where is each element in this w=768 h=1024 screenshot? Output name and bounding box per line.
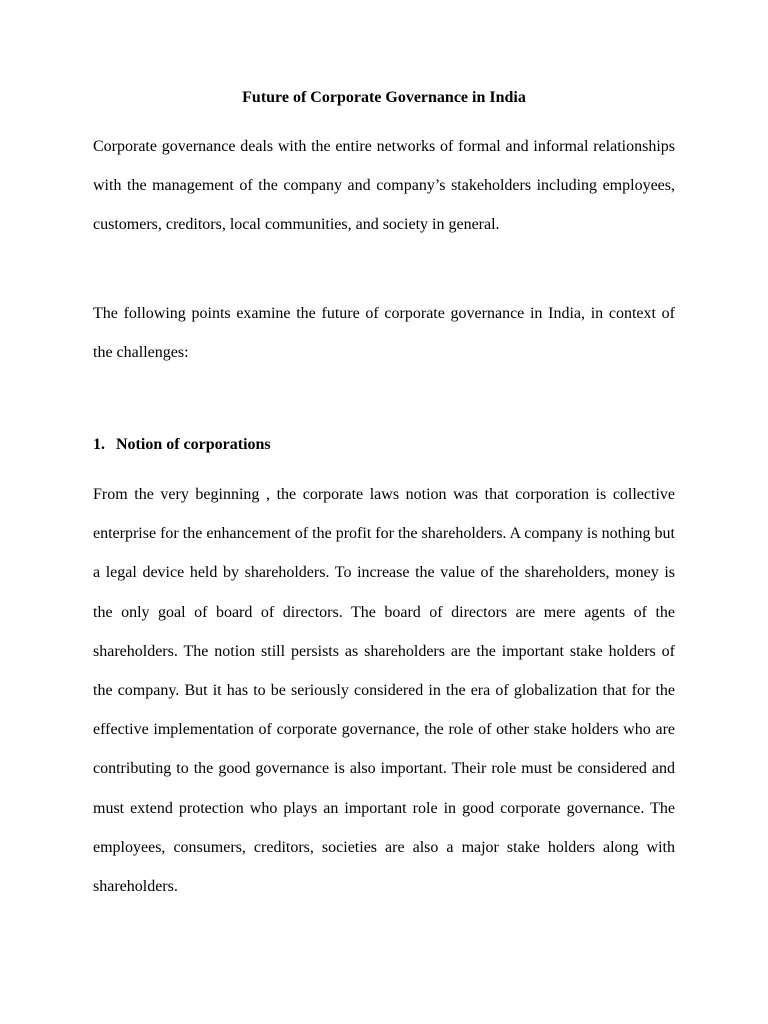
section-number: 1.: [93, 436, 105, 453]
document-title: Future of Corporate Governance in India: [242, 89, 526, 106]
section-heading: [93, 433, 271, 457]
section-body-paragraph: From the very beginning , the corporate laws notion was that corporation is collective enterprise for the enhancement of the profit for the shareholders. A company is nothing but a legal device held by shareholders. To increase the value of the shareholders, money is the only goal of board of directors. The board of directors are mere agents of the shareholders. The notion still persists as shareholders are the important stake holders of the company. But it has to be seriously considered in the era of globalization that for the effective implementation of corporate governance, the role of other stake holders who are contributing to the good governance is also important. Their role must be considered and must extend protection who plays an important role in good corporate governance. The employees, consumers, creditors, societies are also a major stake holders along with shareholders.: [93, 486, 675, 896]
challenges-paragraph: The following points examine the future of corporate governance in India, in context of the challenges:: [93, 305, 675, 362]
section-title: Notion of corporations: [116, 436, 271, 453]
intro-paragraph: Corporate governance deals with the entire networks of formal and informal relationships with the management of the company and company’s stakeholders including employees, customers, creditors, local communities, and society in general.: [93, 138, 675, 234]
